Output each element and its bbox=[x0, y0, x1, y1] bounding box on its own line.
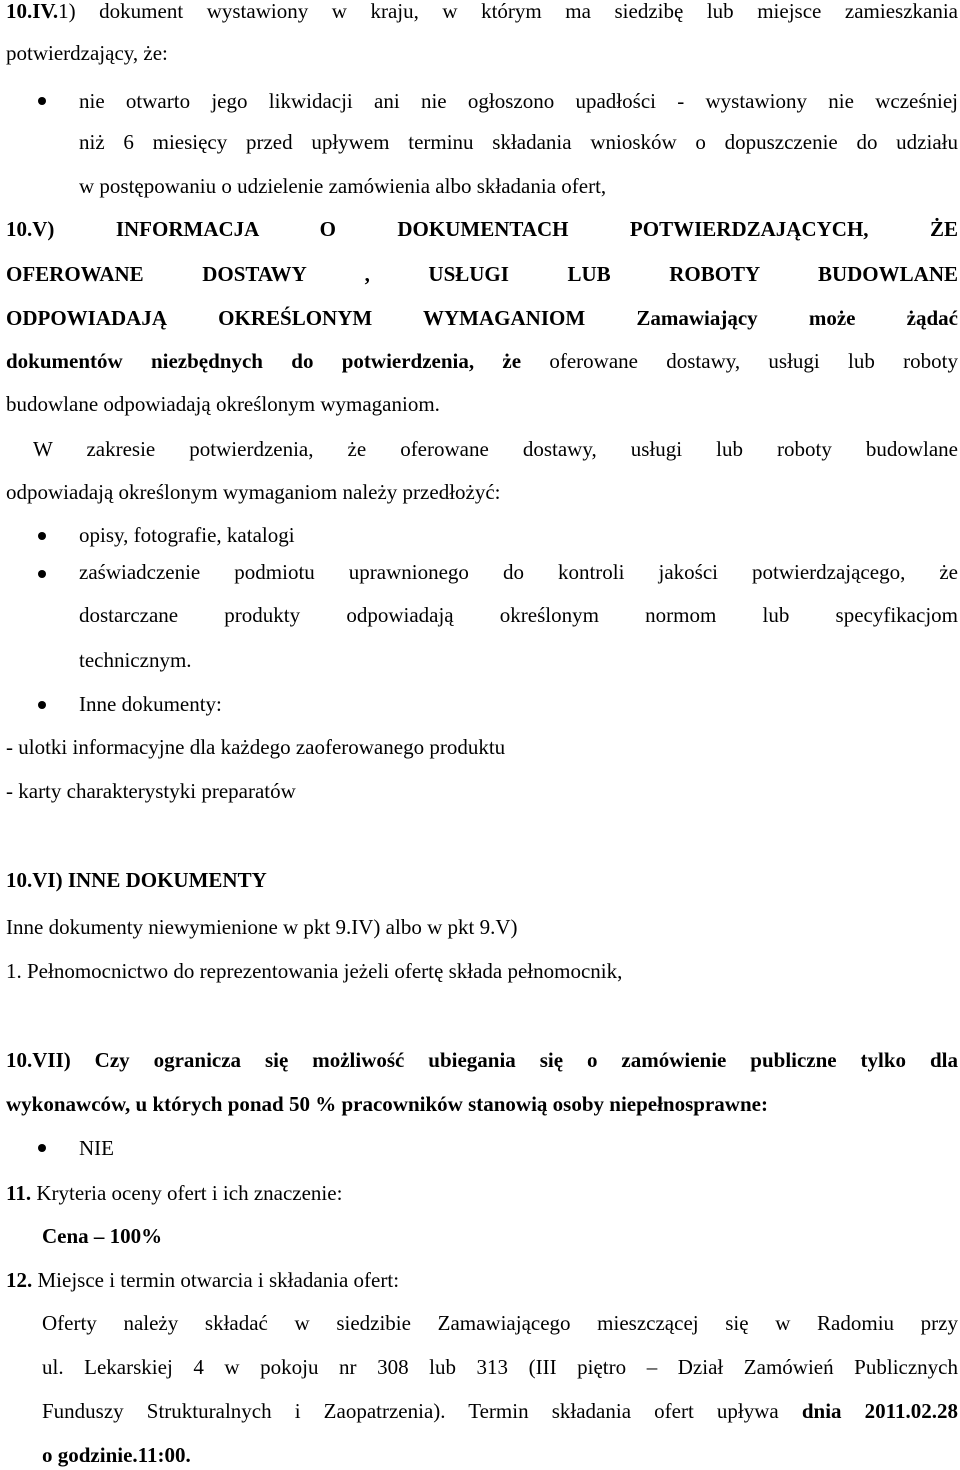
section-10v-line4-bold: dokumentów niezbędnych do potwierdzenia, że bbox=[6, 349, 522, 373]
section-10v-line4-rest: oferowane dostawy, usługi lub roboty bbox=[521, 349, 958, 373]
section-10v-line5: budowlane odpowiadają określonym wymaganiom. bbox=[6, 392, 440, 416]
bullet-icon bbox=[38, 532, 46, 540]
section-10v-bullet2-line2: dostarczane produkty odpowiadają określonym normom lub specyfikacjom bbox=[79, 603, 958, 627]
section-12-text: Miejsce i termin otwarcia i składania ofert: bbox=[32, 1268, 400, 1292]
section-10vii-line1: 10.VII) Czy ogranicza się możliwość ubiegania się o zamówienie publiczne tylko dla bbox=[6, 1048, 958, 1072]
section-12-para-line3-rest: Funduszy Strukturalnych i Zaopatrzenia). Termin składania ofert upływa bbox=[42, 1399, 802, 1423]
section-10v-para2-line2: odpowiadają określonym wymaganiom należy przedłożyć: bbox=[6, 480, 501, 504]
section-11-price: Cena – 100% bbox=[42, 1224, 163, 1248]
section-10v-para2-line1: W zakresie potwierdzenia, że oferowane dostawy, usługi lub roboty budowlane bbox=[33, 437, 958, 461]
section-12-para-line1: Oferty należy składać w siedzibie Zamawiającego mieszczącej się w Radomiu przy bbox=[42, 1311, 958, 1335]
section-10v-heading-line1: 10.V) INFORMACJA O DOKUMENTACH POTWIERDZAJĄCYCH, ŻE bbox=[6, 217, 958, 241]
section-10iv-line1 bbox=[6, 0, 958, 26]
bullet-icon bbox=[38, 570, 46, 578]
section-10v-dash2: - karty charakterystyki preparatów bbox=[6, 779, 296, 803]
section-12-line bbox=[6, 1265, 958, 1295]
section-10v-line4 bbox=[6, 346, 958, 376]
section-10iv-bullet-line2: niż 6 miesięcy przed upływem terminu składania wniosków o dopuszczenie do udziału bbox=[79, 130, 958, 154]
bullet-icon bbox=[38, 1144, 46, 1152]
section-12-deadline-time: o godzinie.11:00. bbox=[42, 1443, 191, 1467]
section-10v-heading-line2: OFEROWANE DOSTAWY , USŁUGI LUB ROBOTY BUDOWLANE bbox=[6, 262, 958, 286]
section-10vii-answer: NIE bbox=[79, 1136, 114, 1160]
bullet-icon bbox=[38, 97, 46, 105]
section-10iv-bullet-line1: nie otwarto jego likwidacji ani nie ogłoszono upadłości - wystawiony nie wcześniej bbox=[79, 89, 958, 113]
section-10vi-heading: 10.VI) INNE DOKUMENTY bbox=[6, 868, 267, 892]
section-12-para-line3 bbox=[42, 1396, 958, 1426]
section-10iv-number: 10.IV. bbox=[6, 0, 59, 23]
section-12-number: 12. bbox=[6, 1268, 33, 1292]
section-12-para-line2: ul. Lekarskiej 4 w pokoju nr 308 lub 313 (III piętro – Dział Zamówień Publicznych bbox=[42, 1355, 958, 1379]
section-10v-heading-line3: ODPOWIADAJĄ OKREŚLONYM WYMAGANIOM Zamawiający może żądać bbox=[6, 306, 958, 330]
section-10iv-bullet-line3: w postępowaniu o udzielenie zamówienia albo składania ofert, bbox=[79, 174, 607, 198]
section-11-text: Kryteria oceny ofert i ich znaczenie: bbox=[31, 1181, 343, 1205]
section-10iv-text: 1) dokument wystawiony w kraju, w którym ma siedzibę lub miejsce zamieszkania bbox=[58, 0, 958, 23]
section-10vi-line1: Inne dokumenty niewymienione w pkt 9.IV) albo w pkt 9.V) bbox=[6, 915, 518, 939]
section-10iv-line2: potwierdzający, że: bbox=[6, 41, 168, 65]
section-10vii-line2: wykonawców, u których ponad 50 % pracowników stanowią osoby niepełnosprawne: bbox=[6, 1092, 768, 1116]
bullet-icon bbox=[38, 701, 46, 709]
section-10vi-line2: 1. Pełnomocnictwo do reprezentowania jeżeli ofertę składa pełnomocnik, bbox=[6, 959, 623, 983]
section-12-deadline-date: dnia 2011.02.28 bbox=[801, 1399, 958, 1423]
section-10v-bullet1: opisy, fotografie, katalogi bbox=[79, 523, 295, 547]
section-10v-bullet2-line1: zaświadczenie podmiotu uprawnionego do kontroli jakości potwierdzającego, że bbox=[79, 560, 958, 584]
section-11-number: 11. bbox=[6, 1181, 32, 1205]
section-10v-dash1: - ulotki informacyjne dla każdego zaoferowanego produktu bbox=[6, 735, 506, 759]
section-10v-bullet3: Inne dokumenty: bbox=[79, 692, 222, 716]
section-11-line bbox=[6, 1178, 958, 1208]
section-10v-bullet2-line3: technicznym. bbox=[79, 648, 192, 672]
